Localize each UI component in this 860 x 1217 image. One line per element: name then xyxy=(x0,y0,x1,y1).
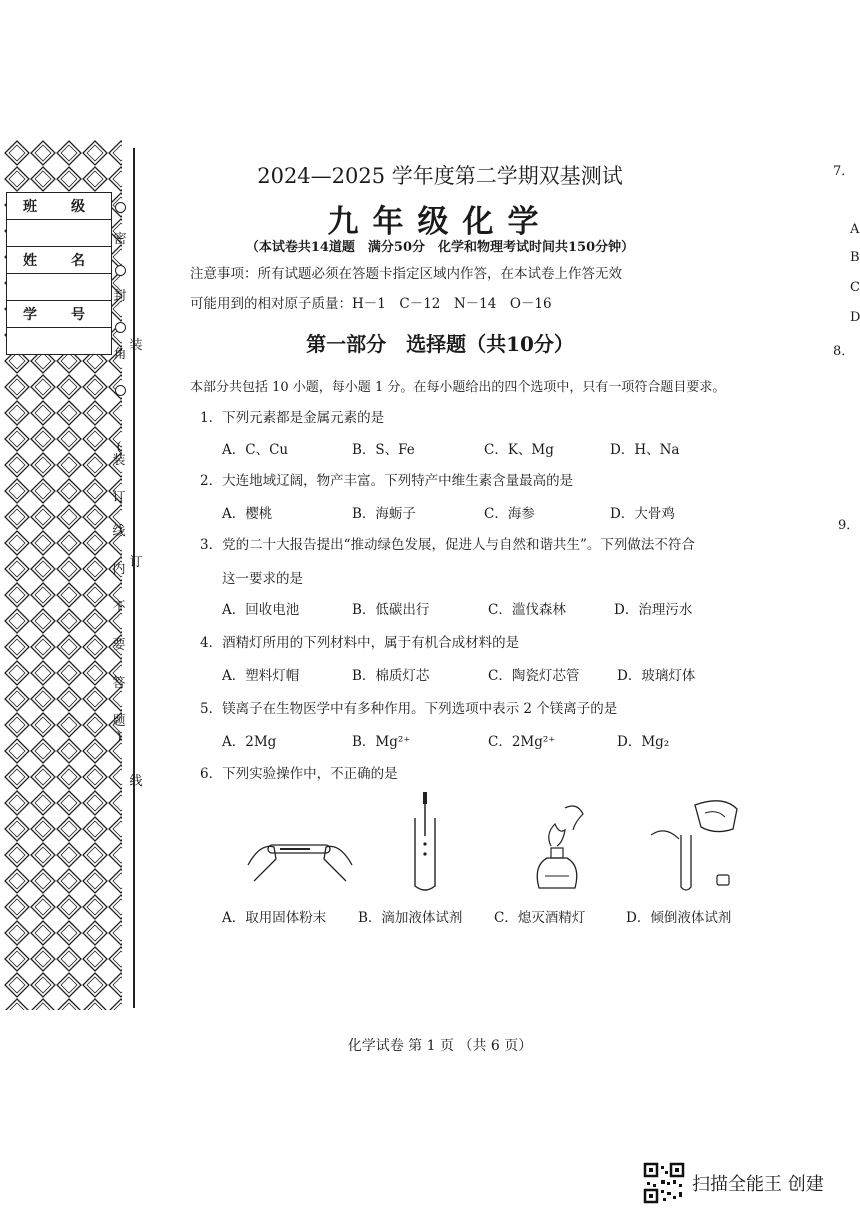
inner-char: 要 xyxy=(112,638,126,653)
seal-char: 密 xyxy=(113,232,127,247)
name-field[interactable] xyxy=(7,274,111,301)
student-id-label: 学 号 xyxy=(7,301,111,328)
option[interactable]: B．棉质灯芯 xyxy=(352,668,430,684)
inner-char: 答 xyxy=(112,676,126,691)
subject-title: 九年级化学 xyxy=(327,204,553,240)
class-field[interactable] xyxy=(7,220,111,247)
alcohol-lamp-illustration xyxy=(525,800,595,895)
section-intro: 本部分共包括 10 小题，每小题 1 分。在每小题给出的四个选项中，只有一项符合题目要求。 xyxy=(190,380,726,395)
seal-char: 角 xyxy=(113,347,127,362)
question-stem: 1．下列元素都是金属元素的是 xyxy=(200,410,385,426)
option[interactable]: B．Mg²⁺ xyxy=(352,734,411,750)
question-stem: 3．党的二十大报告提出“推动绿色发展，促进人与自然和谐共生”。下列做法不符合 xyxy=(200,537,695,553)
inner-char: 装 xyxy=(112,453,126,468)
inner-char: 不 xyxy=(112,600,126,615)
option[interactable]: A．回收电池 xyxy=(222,602,300,618)
option[interactable]: D．玻璃灯体 xyxy=(617,668,696,684)
option[interactable]: B．S、Fe xyxy=(352,442,415,458)
option[interactable]: D．大骨鸡 xyxy=(610,506,675,522)
section-title: 第一部分 选择题（共10分） xyxy=(306,332,574,356)
binding-line xyxy=(133,148,135,1008)
option[interactable]: A．塑料灯帽 xyxy=(222,668,300,684)
atomic-masses: 可能用到的相对原子质量：H－1 C－12 N－14 O－16 xyxy=(190,296,552,312)
page-footer: 化学试卷 第 1 页 （共 6 页） xyxy=(347,1038,533,1054)
inner-char: 线 xyxy=(112,524,126,539)
dropper-illustration xyxy=(405,788,445,896)
notice-text: 注意事项：所有试题必须在答题卡指定区域内作答，在本试卷上作答无效 xyxy=(190,266,622,282)
next-page-letter: C xyxy=(850,280,860,295)
name-label: 姓 名 xyxy=(7,247,111,274)
pouring-liquid-illustration xyxy=(645,795,745,895)
camscanner-watermark-text: 扫描全能王 创建 xyxy=(692,1174,824,1195)
next-page-q9: 9． xyxy=(838,518,860,533)
student-id-field[interactable] xyxy=(7,328,111,354)
question-stem: 5．镁离子在生物医学中有多种作用。下列选项中表示 2 个镁离子的是 xyxy=(200,701,618,717)
next-page-letter: B xyxy=(850,250,860,265)
option[interactable]: D．H、Na xyxy=(610,442,680,458)
seal-circle xyxy=(115,322,126,333)
student-info-box xyxy=(6,192,112,355)
xian-char: 线 xyxy=(129,774,143,789)
option[interactable]: C．海参 xyxy=(484,506,535,522)
next-page-letter: D xyxy=(850,310,860,325)
option[interactable]: C．K、Mg xyxy=(484,442,554,458)
question-stem: 4．酒精灯所用的下列材料中，属于有机合成材料的是 xyxy=(200,635,520,651)
next-page-letter: A xyxy=(850,222,860,237)
ding-char: 订 xyxy=(129,555,143,570)
inner-char: 订 xyxy=(112,490,126,505)
option[interactable]: A．2Mg xyxy=(222,734,277,750)
exam-year-title: 2024—2025 学年度第二学期双基测试 xyxy=(257,164,623,188)
option[interactable]: D．治理污水 xyxy=(614,602,693,618)
option[interactable]: C．滥伐森林 xyxy=(488,602,566,618)
inner-char: ( xyxy=(116,440,122,455)
inner-char: 内 xyxy=(112,562,126,577)
seal-circle xyxy=(115,202,126,213)
option[interactable]: B．海蛎子 xyxy=(352,506,416,522)
option[interactable]: C．2Mg²⁺ xyxy=(488,734,556,750)
inner-char: 题 xyxy=(112,714,126,729)
option[interactable]: B．低碳出行 xyxy=(352,602,430,618)
option[interactable]: A．取用固体粉末 xyxy=(222,910,327,926)
option[interactable]: A．C、Cu xyxy=(222,442,289,458)
seal-circle xyxy=(115,385,126,396)
seal-circle xyxy=(115,265,126,276)
powder-tube-illustration xyxy=(240,825,360,890)
inner-char: ) xyxy=(116,730,122,745)
seal-char: 封 xyxy=(113,289,127,304)
option[interactable]: D．倾倒液体试剂 xyxy=(626,910,732,926)
exam-info: （本试卷共14道题 满分50分 化学和物理考试时间共150分钟） xyxy=(245,240,635,255)
option[interactable]: B．滴加液体试剂 xyxy=(358,910,463,926)
option[interactable]: C．熄灭酒精灯 xyxy=(494,910,586,926)
zhuang-char: 装 xyxy=(129,338,143,353)
question-stem: 2．大连地域辽阔，物产丰富。下列特产中维生素含量最高的是 xyxy=(200,473,574,489)
next-page-q7: 7． xyxy=(833,164,855,179)
class-label: 班 级 xyxy=(7,193,111,220)
qr-code-icon xyxy=(643,1162,685,1204)
option[interactable]: D．Mg₂ xyxy=(617,734,670,750)
option[interactable]: A．樱桃 xyxy=(222,506,273,522)
question-stem: 6．下列实验操作中，不正确的是 xyxy=(200,766,398,782)
question-stem-continued: 这一要求的是 xyxy=(222,571,303,587)
option[interactable]: C．陶瓷灯芯管 xyxy=(488,668,580,684)
next-page-q8: 8． xyxy=(833,344,855,359)
